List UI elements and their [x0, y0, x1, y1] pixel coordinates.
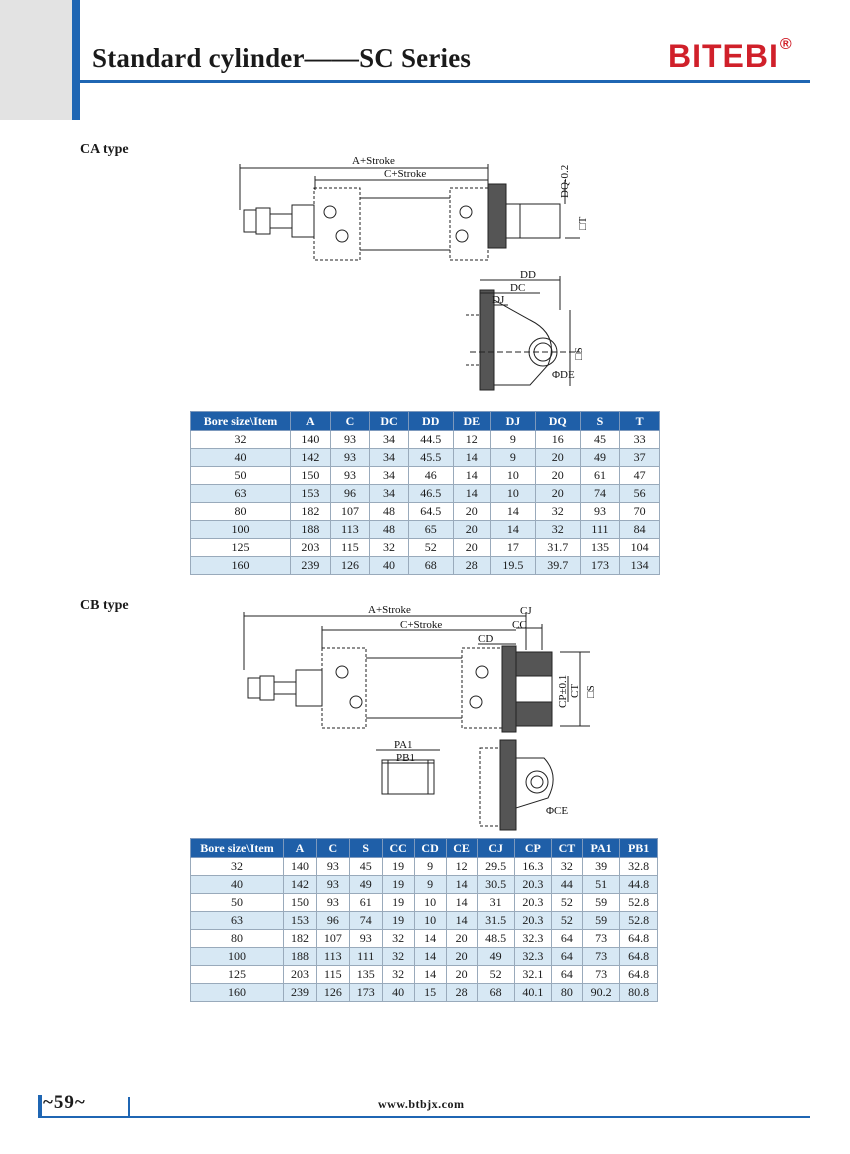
- cb-value-cell: 45: [349, 858, 382, 876]
- cb-value-cell: 203: [284, 966, 317, 984]
- ca-table-row: [191, 503, 660, 521]
- cb-value-cell: 64.8: [620, 948, 658, 966]
- cb-value-cell: 40: [382, 984, 414, 1002]
- cb-bore-size-cell: 32: [191, 858, 284, 876]
- ca-bore-size-cell: 40: [191, 449, 291, 467]
- cb-table-row: [191, 894, 658, 912]
- cb-value-cell: 52: [477, 966, 514, 984]
- cb-th: PB1: [620, 839, 658, 858]
- cb-value-cell: 49: [349, 876, 382, 894]
- cb-value-cell: 68: [477, 984, 514, 1002]
- ca-value-cell: 203: [291, 539, 331, 557]
- ca-value-cell: 93: [580, 503, 620, 521]
- website-url: www.btbjx.com: [378, 1097, 465, 1111]
- cb-value-cell: 173: [349, 984, 382, 1002]
- ca-value-cell: 40: [370, 557, 409, 575]
- brand-logo: [668, 38, 793, 75]
- cb-value-cell: 20: [446, 966, 477, 984]
- ca-dim-dc: DC: [510, 282, 526, 294]
- cb-value-cell: 32: [382, 948, 414, 966]
- ca-dim-dd: DD: [520, 269, 536, 281]
- cb-value-cell: 64: [551, 966, 582, 984]
- ca-value-cell: 16: [535, 431, 580, 449]
- cb-value-cell: 96: [316, 912, 349, 930]
- cb-value-cell: 9: [414, 876, 446, 894]
- cb-value-cell: 9: [414, 858, 446, 876]
- cb-value-cell: 239: [284, 984, 317, 1002]
- ca-value-cell: 68: [408, 557, 453, 575]
- cb-dim-a-stroke: A+Stroke: [368, 604, 411, 616]
- ca-bore-size-cell: 125: [191, 539, 291, 557]
- cb-value-cell: 19: [382, 876, 414, 894]
- cb-value-cell: 30.5: [477, 876, 514, 894]
- cb-value-cell: 19: [382, 894, 414, 912]
- ca-th: DJ: [490, 412, 535, 431]
- ca-value-cell: 20: [535, 449, 580, 467]
- ca-value-cell: 14: [490, 503, 535, 521]
- ca-table-row: [191, 467, 660, 485]
- ca-value-cell: 10: [490, 467, 535, 485]
- cb-value-cell: 16.3: [514, 858, 551, 876]
- ca-value-cell: 126: [330, 557, 370, 575]
- ca-value-cell: 44.5: [408, 431, 453, 449]
- ca-th: C: [330, 412, 370, 431]
- cb-table-row: [191, 930, 658, 948]
- ca-bore-size-cell: 50: [191, 467, 291, 485]
- ca-value-cell: 93: [330, 449, 370, 467]
- cb-value-cell: 12: [446, 858, 477, 876]
- cb-value-cell: 48.5: [477, 930, 514, 948]
- cb-value-cell: 74: [349, 912, 382, 930]
- cb-value-cell: 59: [582, 894, 619, 912]
- side-accent-bar: [72, 0, 80, 120]
- cb-value-cell: 142: [284, 876, 317, 894]
- cb-value-cell: 113: [316, 948, 349, 966]
- cb-value-cell: 14: [446, 912, 477, 930]
- ca-value-cell: 104: [620, 539, 660, 557]
- cb-value-cell: 115: [316, 966, 349, 984]
- ca-th: A: [291, 412, 331, 431]
- cb-value-cell: 20.3: [514, 876, 551, 894]
- cb-value-cell: 14: [414, 966, 446, 984]
- ca-value-cell: 19.5: [490, 557, 535, 575]
- cb-dim-ce: ΦCE: [546, 805, 569, 817]
- ca-value-cell: 32: [535, 503, 580, 521]
- cb-value-cell: 52.8: [620, 912, 658, 930]
- ca-th: T: [620, 412, 660, 431]
- cb-type-label: CB type: [80, 598, 129, 613]
- cb-value-cell: 182: [284, 930, 317, 948]
- cb-dim-ct: CT: [569, 683, 581, 698]
- cb-value-cell: 188: [284, 948, 317, 966]
- ca-value-cell: 239: [291, 557, 331, 575]
- cb-th: CJ: [477, 839, 514, 858]
- ca-bore-size-cell: 63: [191, 485, 291, 503]
- cb-value-cell: 73: [582, 966, 619, 984]
- ca-value-cell: 48: [370, 503, 409, 521]
- ca-value-cell: 113: [330, 521, 370, 539]
- ca-value-cell: 182: [291, 503, 331, 521]
- ca-bore-size-cell: 80: [191, 503, 291, 521]
- ca-value-cell: 47: [620, 467, 660, 485]
- cb-value-cell: 14: [446, 894, 477, 912]
- ca-dim-s: □S: [573, 347, 585, 360]
- cb-cylinder-drawing: [230, 600, 610, 835]
- cb-value-cell: 52: [551, 912, 582, 930]
- ca-value-cell: 65: [408, 521, 453, 539]
- ca-table-header-row: [191, 412, 660, 431]
- cb-bore-size-cell: 125: [191, 966, 284, 984]
- cb-value-cell: 15: [414, 984, 446, 1002]
- cb-value-cell: 64: [551, 948, 582, 966]
- cb-th: PA1: [582, 839, 619, 858]
- cb-value-cell: 93: [316, 894, 349, 912]
- cb-value-cell: 28: [446, 984, 477, 1002]
- ca-th: DC: [370, 412, 409, 431]
- cb-dim-cc: CC: [512, 619, 527, 631]
- ca-value-cell: 34: [370, 485, 409, 503]
- ca-value-cell: 17: [490, 539, 535, 557]
- ca-value-cell: 150: [291, 467, 331, 485]
- cb-value-cell: 80: [551, 984, 582, 1002]
- cb-table-row: [191, 858, 658, 876]
- footer-divider: [128, 1097, 130, 1117]
- ca-value-cell: 74: [580, 485, 620, 503]
- ca-value-cell: 49: [580, 449, 620, 467]
- cb-table-row: [191, 966, 658, 984]
- ca-value-cell: 46: [408, 467, 453, 485]
- ca-table-row: [191, 449, 660, 467]
- cb-th: C: [316, 839, 349, 858]
- ca-value-cell: 14: [490, 521, 535, 539]
- ca-dim-a-stroke: A+Stroke: [352, 155, 395, 167]
- cb-value-cell: 135: [349, 966, 382, 984]
- cb-value-cell: 20: [446, 930, 477, 948]
- ca-value-cell: 134: [620, 557, 660, 575]
- cb-dim-cp: CP±0.1: [557, 674, 569, 708]
- cb-value-cell: 39: [582, 858, 619, 876]
- cb-dim-pa1: PA1: [394, 739, 413, 751]
- cb-dim-pb1: PB1: [396, 752, 415, 764]
- cb-value-cell: 126: [316, 984, 349, 1002]
- cb-th: Bore size\Item: [191, 839, 284, 858]
- cb-value-cell: 10: [414, 912, 446, 930]
- ca-value-cell: 64.5: [408, 503, 453, 521]
- cb-value-cell: 19: [382, 912, 414, 930]
- ca-value-cell: 70: [620, 503, 660, 521]
- cb-value-cell: 49: [477, 948, 514, 966]
- header-rule: [80, 80, 810, 83]
- ca-value-cell: 135: [580, 539, 620, 557]
- ca-value-cell: 93: [330, 467, 370, 485]
- cb-th: CD: [414, 839, 446, 858]
- ca-spec-table: [190, 411, 660, 575]
- cb-value-cell: 93: [316, 876, 349, 894]
- ca-value-cell: 14: [453, 485, 490, 503]
- ca-value-cell: 153: [291, 485, 331, 503]
- cb-value-cell: 32: [382, 930, 414, 948]
- ca-value-cell: 173: [580, 557, 620, 575]
- cb-bore-size-cell: 40: [191, 876, 284, 894]
- cb-value-cell: 20.3: [514, 894, 551, 912]
- ca-value-cell: 28: [453, 557, 490, 575]
- cb-bore-size-cell: 80: [191, 930, 284, 948]
- cb-value-cell: 80.8: [620, 984, 658, 1002]
- cb-value-cell: 14: [414, 948, 446, 966]
- ca-value-cell: 140: [291, 431, 331, 449]
- cb-dim-cj: CJ: [520, 605, 532, 617]
- cb-value-cell: 51: [582, 876, 619, 894]
- cb-value-cell: 64.8: [620, 966, 658, 984]
- cb-th: CE: [446, 839, 477, 858]
- cb-th: A: [284, 839, 317, 858]
- cb-value-cell: 44.8: [620, 876, 658, 894]
- cb-spec-table: [190, 838, 658, 1002]
- ca-th: S: [580, 412, 620, 431]
- ca-value-cell: 14: [453, 467, 490, 485]
- ca-value-cell: 33: [620, 431, 660, 449]
- cb-value-cell: 19: [382, 858, 414, 876]
- ca-value-cell: 115: [330, 539, 370, 557]
- ca-value-cell: 14: [453, 449, 490, 467]
- ca-value-cell: 32: [370, 539, 409, 557]
- cb-value-cell: 111: [349, 948, 382, 966]
- side-panel: [0, 0, 72, 120]
- ca-value-cell: 93: [330, 431, 370, 449]
- ca-value-cell: 20: [453, 503, 490, 521]
- footer-accent: [38, 1095, 42, 1117]
- cb-table-header-row: [191, 839, 658, 858]
- ca-type-label: CA type: [80, 142, 129, 157]
- page-number: ~59~: [43, 1092, 86, 1113]
- ca-value-cell: 45: [580, 431, 620, 449]
- ca-dim-c-stroke: C+Stroke: [384, 168, 427, 180]
- brand-name: BITEBI: [668, 38, 779, 74]
- ca-value-cell: 20: [453, 521, 490, 539]
- cb-bore-size-cell: 63: [191, 912, 284, 930]
- cb-table-row: [191, 984, 658, 1002]
- cb-value-cell: 64: [551, 930, 582, 948]
- ca-th: DQ: [535, 412, 580, 431]
- ca-value-cell: 10: [490, 485, 535, 503]
- ca-cylinder-drawing: [230, 150, 610, 400]
- ca-value-cell: 61: [580, 467, 620, 485]
- ca-value-cell: 188: [291, 521, 331, 539]
- ca-value-cell: 56: [620, 485, 660, 503]
- cb-value-cell: 14: [446, 876, 477, 894]
- ca-bore-size-cell: 160: [191, 557, 291, 575]
- ca-th: DE: [453, 412, 490, 431]
- cb-dim-c-stroke: C+Stroke: [400, 619, 443, 631]
- ca-value-cell: 34: [370, 449, 409, 467]
- cb-value-cell: 93: [349, 930, 382, 948]
- ca-value-cell: 37: [620, 449, 660, 467]
- ca-th: Bore size\Item: [191, 412, 291, 431]
- ca-value-cell: 39.7: [535, 557, 580, 575]
- footer-rule: [38, 1116, 810, 1118]
- cb-value-cell: 20.3: [514, 912, 551, 930]
- ca-table-row: [191, 431, 660, 449]
- ca-value-cell: 20: [535, 485, 580, 503]
- page-title: Standard cylinder——SC Series: [92, 43, 472, 73]
- cb-value-cell: 52.8: [620, 894, 658, 912]
- ca-th: DD: [408, 412, 453, 431]
- cb-value-cell: 73: [582, 948, 619, 966]
- cb-dim-s: □S: [585, 685, 597, 698]
- cb-value-cell: 107: [316, 930, 349, 948]
- ca-value-cell: 46.5: [408, 485, 453, 503]
- cb-value-cell: 32: [382, 966, 414, 984]
- ca-value-cell: 48: [370, 521, 409, 539]
- cb-value-cell: 32.1: [514, 966, 551, 984]
- cb-value-cell: 59: [582, 912, 619, 930]
- cb-bore-size-cell: 160: [191, 984, 284, 1002]
- cb-th: S: [349, 839, 382, 858]
- cb-value-cell: 31.5: [477, 912, 514, 930]
- ca-value-cell: 111: [580, 521, 620, 539]
- ca-value-cell: 9: [490, 449, 535, 467]
- cb-value-cell: 61: [349, 894, 382, 912]
- cb-value-cell: 73: [582, 930, 619, 948]
- cb-value-cell: 140: [284, 858, 317, 876]
- ca-table-row: [191, 521, 660, 539]
- ca-table-row: [191, 557, 660, 575]
- cb-value-cell: 32.8: [620, 858, 658, 876]
- cb-th: CC: [382, 839, 414, 858]
- cb-value-cell: 93: [316, 858, 349, 876]
- cb-value-cell: 32.3: [514, 930, 551, 948]
- ca-value-cell: 9: [490, 431, 535, 449]
- cb-value-cell: 150: [284, 894, 317, 912]
- ca-value-cell: 12: [453, 431, 490, 449]
- cb-table-row: [191, 912, 658, 930]
- cb-table-row: [191, 948, 658, 966]
- ca-value-cell: 32: [535, 521, 580, 539]
- cb-value-cell: 29.5: [477, 858, 514, 876]
- cb-bore-size-cell: 50: [191, 894, 284, 912]
- ca-value-cell: 96: [330, 485, 370, 503]
- ca-value-cell: 142: [291, 449, 331, 467]
- cb-value-cell: 90.2: [582, 984, 619, 1002]
- ca-value-cell: 107: [330, 503, 370, 521]
- ca-value-cell: 45.5: [408, 449, 453, 467]
- ca-dim-dj: DJ: [492, 294, 505, 306]
- cb-table-row: [191, 876, 658, 894]
- ca-value-cell: 34: [370, 467, 409, 485]
- cb-dim-cd: CD: [478, 633, 494, 645]
- cb-value-cell: 31: [477, 894, 514, 912]
- cb-bore-size-cell: 100: [191, 948, 284, 966]
- ca-value-cell: 20: [453, 539, 490, 557]
- cb-value-cell: 44: [551, 876, 582, 894]
- ca-dim-dq: DQ-0.2: [559, 164, 571, 198]
- ca-dim-de: ΦDE: [552, 369, 575, 381]
- cb-value-cell: 10: [414, 894, 446, 912]
- cb-th: CT: [551, 839, 582, 858]
- ca-value-cell: 52: [408, 539, 453, 557]
- cb-value-cell: 52: [551, 894, 582, 912]
- ca-dim-t: □T: [577, 216, 589, 230]
- ca-bore-size-cell: 32: [191, 431, 291, 449]
- cb-value-cell: 20: [446, 948, 477, 966]
- ca-value-cell: 34: [370, 431, 409, 449]
- ca-table-row: [191, 539, 660, 557]
- ca-value-cell: 31.7: [535, 539, 580, 557]
- ca-value-cell: 20: [535, 467, 580, 485]
- ca-value-cell: 84: [620, 521, 660, 539]
- cb-value-cell: 153: [284, 912, 317, 930]
- cb-value-cell: 32.3: [514, 948, 551, 966]
- cb-value-cell: 64.8: [620, 930, 658, 948]
- ca-table-row: [191, 485, 660, 503]
- cb-value-cell: 40.1: [514, 984, 551, 1002]
- cb-th: CP: [514, 839, 551, 858]
- cb-value-cell: 14: [414, 930, 446, 948]
- cb-value-cell: 32: [551, 858, 582, 876]
- ca-bore-size-cell: 100: [191, 521, 291, 539]
- registered-mark: ®: [779, 36, 793, 53]
